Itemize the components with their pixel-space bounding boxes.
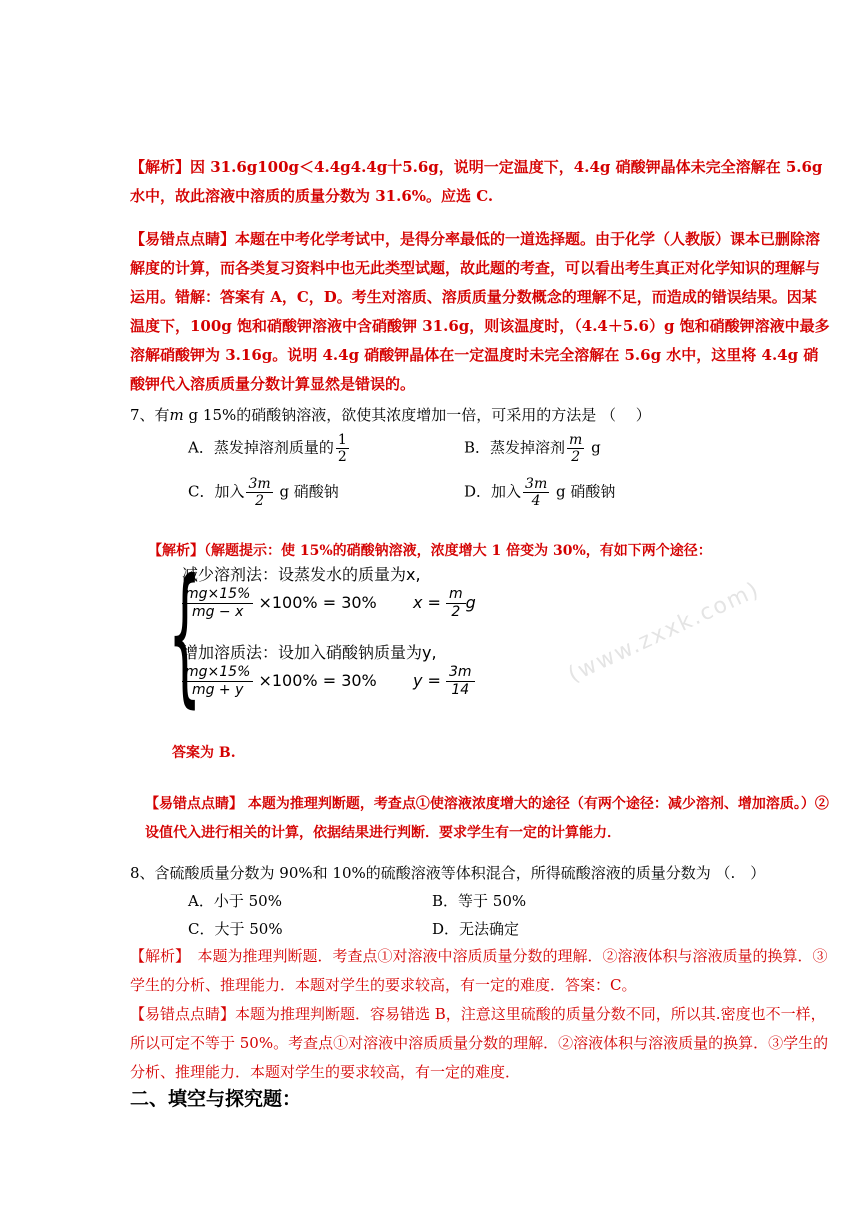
question-8: 8、含硫酸质量分数为 90%和 10%的硫酸溶液等体积混合，所得硫酸溶液的质量分数为 （. ） — [130, 864, 766, 882]
analysis-q8: 【解析】 本题为推理判断题．考查点①对溶液中溶质质量分数的理解．②溶液体积与溶液质量的换算．③学生的分析、推理能力．本题对学生的要求较高，有一定的难度．答案：C。 — [130, 947, 828, 994]
question-7: 7、有m g 15%的硝酸钠溶液，欲使其浓度增加一倍，可采用的方法是 （ ） — [130, 406, 651, 424]
answer-q7: 答案为 B. — [172, 745, 236, 761]
q8-option-a: A．小于 50% — [188, 892, 282, 910]
equation-line-2: $\frac{mg\times 15\%}{mg - x}$ ×100% = 30% x = $\frac{m}{2}$ g — [182, 586, 476, 621]
brace-symbol: { — [168, 548, 202, 722]
q8-option-c: C．大于 50% — [188, 920, 283, 938]
analysis-q7: 【解析】（解题提示：使 15%的硝酸钠溶液，浓度增大 1 倍变为 30%，有如下两个途径： — [148, 543, 712, 559]
error-note-q8: 【易错点点睛】本题为推理判断题．容易错选 B，注意这里硫酸的质量分数不同，所以其.密度也不一样，所以可定不等于 50%。考查点①对溶液中溶质质量分数的理解．②溶液体积与溶液质量的换算．③学生的分析、推理能力．本题对学生的要求较高，有一定的难度． — [130, 1005, 829, 1081]
section-heading: 二、填空与探究题： — [130, 1088, 302, 1110]
q7-option-b: B．蒸发掉溶剂 $\frac{m}{2}$ g — [464, 432, 601, 465]
error-note-q6: 【易错点点睛】本题在中考化学考试中，是得分率最低的一道选择题。由于化学（人教版）课本已删除溶解度的计算，而各类复习资料中也无此类型试题，故此题的考查，可以看出考生真正对化学知识的理解与运用。错解：答案有 A，C，D。考生对溶质、溶质质量分数概念的理解不足，而造成的错误结果。因某温度下，100g 饱和硝酸钾溶液中含硝酸钾 31.6g，则该温度时，（4.4＋5.6）g 饱和硝酸钾溶液中最多溶解硝酸钾为 3.16g。说明 4.4g 硝酸钾晶体在一定温度时未完全溶解在 5.6g 水中，这里将 4.4g 硝酸钾代入溶质质量分数计算显然是错误的。 — [130, 230, 830, 393]
q7-option-d: D．加入 $\frac{3m}{4}$ g 硝酸钠 — [464, 476, 616, 509]
equation-line-4: $\frac{mg\times 15\%}{mg + y}$ ×100% = 30% y = $\frac{3m}{14}$ — [182, 664, 475, 699]
q8-option-b: B．等于 50% — [432, 892, 527, 910]
q7-option-a: A．蒸发掉溶剂质量的 $\frac{1}{2}$ — [188, 432, 347, 465]
equation-line-3: 增加溶质法：设加入硝酸钠质量为y, — [182, 643, 437, 662]
error-note-q7: 【易错点点睛】 本题为推理判断题，考查点①使溶液浓度增大的途径（有两个途径：减少溶剂、增加溶质。）②设值代入进行相关的计算，依据结果进行判断．要求学生有一定的计算能力． — [145, 796, 829, 841]
solution-equations — [168, 548, 498, 722]
analysis-q6: 【解析】因 31.6g100g＜4.4g4.4g十5.6g，说明一定温度下，4.4g 硝酸钾晶体未完全溶解在 5.6g 水中，故此溶液中溶质的质量分数为 31.6%。应选 C. — [130, 158, 823, 205]
q8-option-d: D．无法确定 — [432, 920, 520, 938]
equation-line-1: 减少溶剂法：设蒸发水的质量为x, — [182, 565, 421, 584]
watermark: (www.zxxk.com) — [564, 577, 764, 688]
q7-option-c: C．加入 $\frac{3m}{2}$ g 硝酸钠 — [188, 476, 339, 509]
